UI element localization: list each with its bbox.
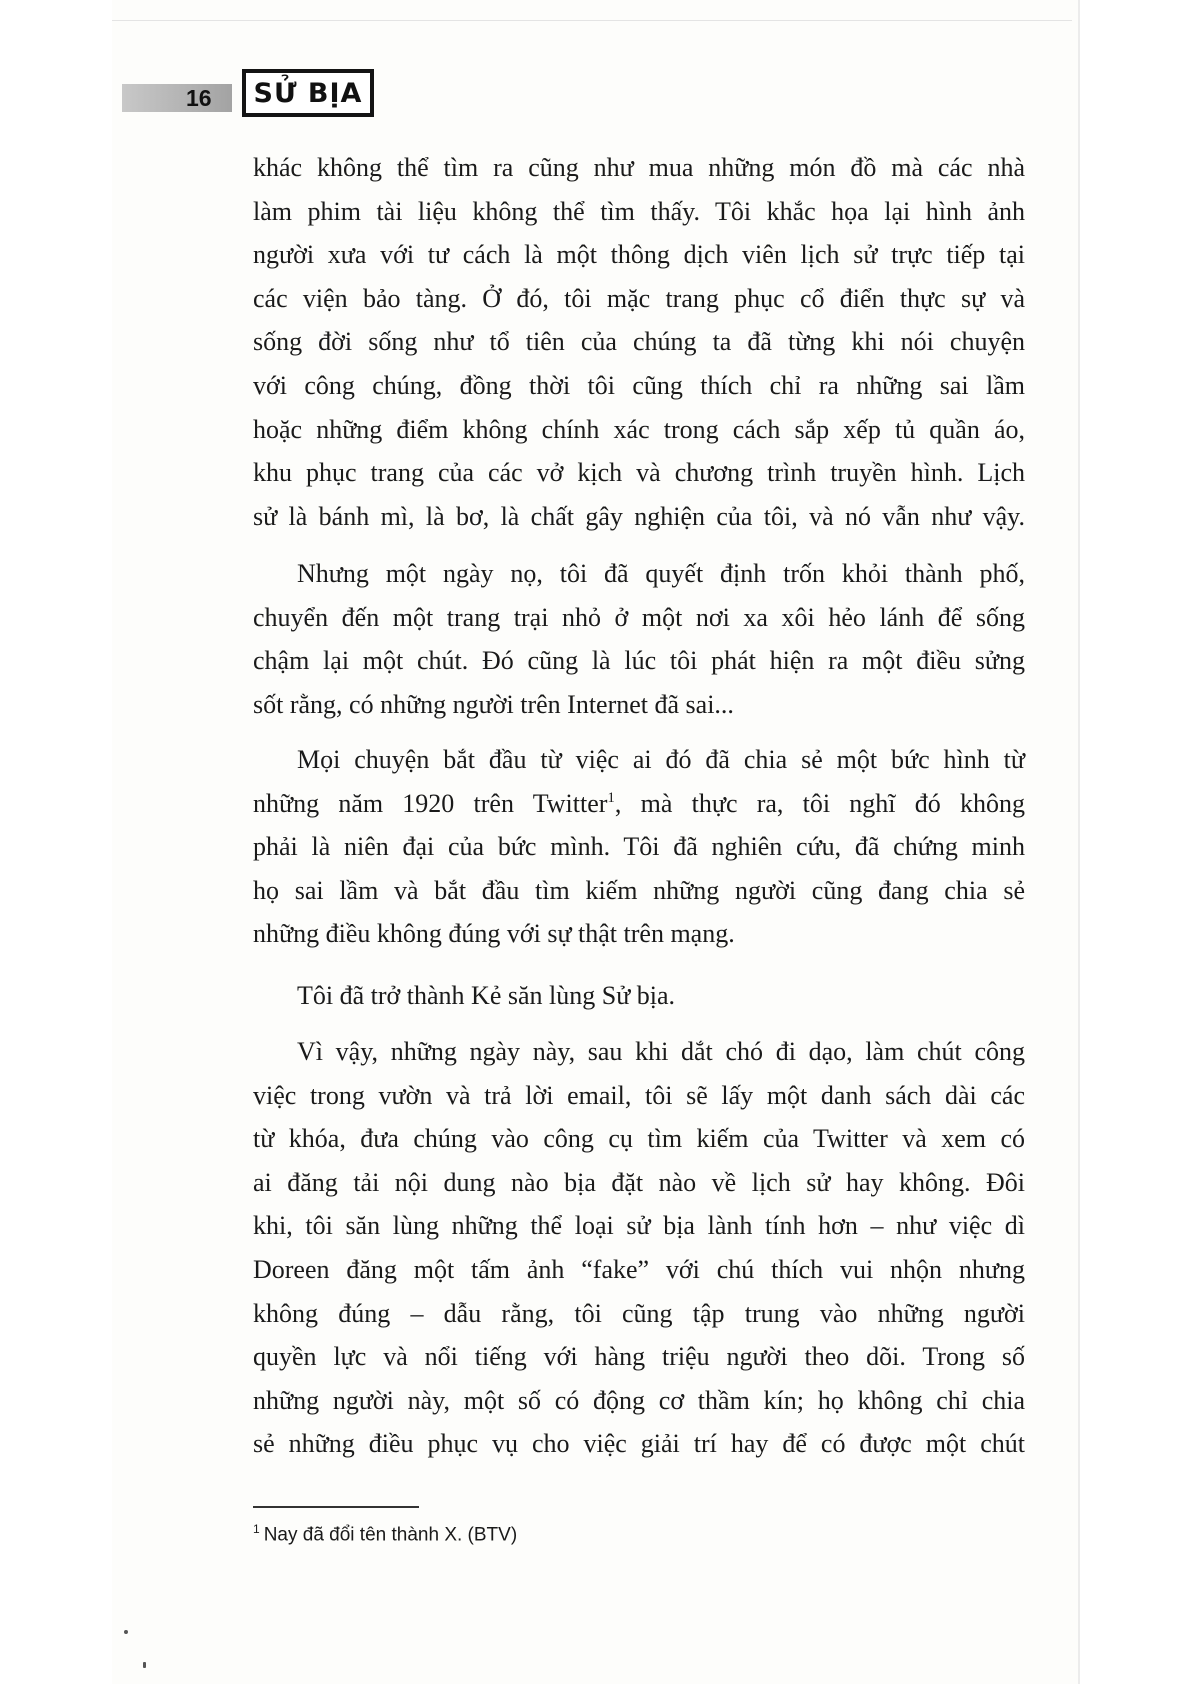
book-logo [242, 69, 374, 117]
text-line: ai đăng tải nội dung nào bịa đặt nào về lịch sử hay không. Đôi [253, 1167, 1025, 1197]
text-line: Tôi đã trở thành Kẻ săn lùng Sử bịa. [297, 981, 676, 1010]
paragraph-1 [253, 146, 1025, 538]
scan-speck [143, 1662, 146, 1668]
text-line: hoặc những điểm không chính xác trong cách sắp xếp tủ quần áo, [253, 414, 1025, 444]
text-line: khu phục trang của các vở kịch và chương trình truyền hình. Lịch [253, 458, 1025, 488]
text-line-with-footnote [253, 782, 1025, 826]
text-line: người xưa với tư cách là một thông dịch viên lịch sử trực tiếp tại [253, 240, 1025, 270]
paragraph-5 [253, 1030, 1025, 1466]
text-line: sốt rằng, có những người trên Internet đã sai... [253, 689, 734, 719]
top-rule [112, 20, 1072, 21]
paragraph-3 [253, 738, 1025, 956]
text-line: từ khóa, đưa chúng vào công cụ tìm kiếm của Twitter và xem có [253, 1124, 1025, 1154]
footnote-text: Nay đã đổi tên thành X. (BTV) [263, 1524, 518, 1546]
page-number: 16 [186, 85, 212, 111]
footnote [253, 1522, 517, 1546]
text-line: Nhưng một ngày nọ, tôi đã quyết định trốn khỏi thành phố, [297, 559, 1025, 588]
text-line: Mọi chuyện bắt đầu từ việc ai đó đã chia sẻ một bức hình từ [297, 745, 1025, 774]
text-line: làm phim tài liệu không thể tìm thấy. Tôi khắc họa lại hình ảnh [253, 196, 1025, 226]
page-edge [1078, 0, 1080, 1684]
text-segment: những năm 1920 trên Twitter [253, 788, 608, 818]
text-line: sẻ những điều phục vụ cho việc giải trí hay để có được một chút [253, 1429, 1025, 1459]
text-line: Vì vậy, những ngày này, sau khi dắt chó đi dạo, làm chút công [297, 1037, 1025, 1066]
text-line: sống đời sống như tổ tiên của chúng ta đã từng khi nói chuyện [253, 327, 1025, 357]
text-line: việc trong vườn và trả lời email, tôi sẽ lấy một danh sách dài các [253, 1080, 1025, 1110]
book-logo-text: SỬ BỊA [246, 73, 370, 113]
text-line: với công chúng, đồng thời tôi cũng thích chỉ ra những sai lầm [253, 370, 1025, 400]
footnote-ref[interactable]: 1 [607, 789, 615, 806]
text-line: sử là bánh mì, là bơ, là chất gây nghiện của tôi, và nó vẫn như vậy. [253, 501, 1025, 531]
text-line: quyền lực và nổi tiếng với hàng triệu người theo dõi. Trong số [253, 1342, 1025, 1372]
text-line: những người này, một số có động cơ thầm kín; họ không chỉ chia [253, 1385, 1025, 1415]
text-segment: , mà thực ra, tôi nghĩ đó không [614, 788, 1025, 818]
footnote-marker: 1 [253, 1522, 260, 1536]
text-line: chuyển đến một trang trại nhỏ ở một nơi xa xôi hẻo lánh để sống [253, 602, 1025, 632]
text-line: phải là niên đại của bức mình. Tôi đã nghiên cứu, đã chứng minh [253, 832, 1025, 862]
header-band [122, 84, 232, 112]
text-line: những điều không đúng với sự thật trên mạng. [253, 919, 735, 949]
text-line: họ sai lầm và bắt đầu tìm kiếm những người cũng đang chia sẻ [253, 875, 1025, 905]
text-line: chậm lại một chút. Đó cũng là lúc tôi phát hiện ra một điều sửng [253, 646, 1025, 676]
paragraph-2 [253, 552, 1025, 726]
scan-speck [124, 1630, 128, 1634]
text-line: khi, tôi săn lùng những thể loại sử bịa lành tính hơn – như việc dì [253, 1211, 1025, 1241]
text-line: Doreen đăng một tấm ảnh “fake” với chú thích vui nhộn nhưng [253, 1254, 1025, 1284]
text-line: không đúng – dẫu rằng, tôi cũng tập trung vào những người [253, 1298, 1025, 1328]
paragraph-4 [253, 974, 1025, 1018]
text-line: khác không thể tìm ra cũng như mua những món đồ mà các nhà [253, 153, 1025, 182]
text-line: các viện bảo tàng. Ở đó, tôi mặc trang phục cổ điển thực sự và [253, 283, 1025, 313]
footnote-divider [253, 1506, 419, 1508]
